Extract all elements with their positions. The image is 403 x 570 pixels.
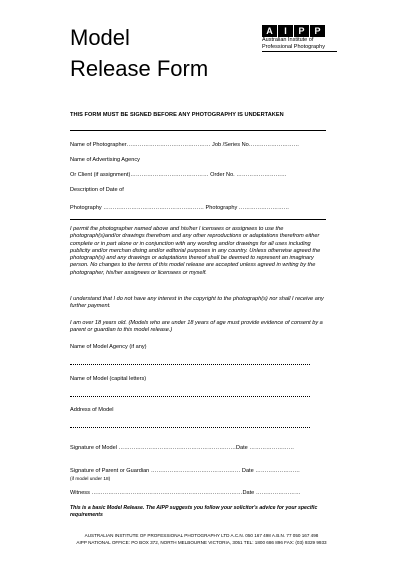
- model-agency-input[interactable]: [70, 364, 310, 365]
- logo-letter: P: [310, 25, 325, 37]
- witness-field[interactable]: Witness ………………………………………………………………………Date ……………………: [70, 490, 301, 496]
- logo-text-line1: Australian Institute of: [262, 37, 314, 43]
- under-18-note: (if model under 18): [70, 477, 111, 482]
- logo-letter: I: [278, 25, 293, 37]
- model-name-label: Name of Model (capital letters): [70, 376, 147, 382]
- age-paragraph: I am over 18 years old. (Models who are under 18 years of age must provide evidence of consent by a parent or guardian to this model release.): [70, 320, 323, 334]
- signature-parent-field[interactable]: Signature of Parent or Guardian ………………………………………… Date ……………………: [70, 468, 301, 474]
- client-field[interactable]: Or Client (if assignment)…………………………………… Order No. ………………………: [70, 172, 287, 178]
- aipp-logo: [262, 25, 337, 52]
- photographer-field[interactable]: Name of Photographer……………………………………… Job /Series No………………………: [70, 142, 300, 148]
- photography-field[interactable]: Photography ……………………………………………… Photography ………………………: [70, 205, 290, 211]
- logo-letter: P: [294, 25, 309, 37]
- logo-letter: A: [262, 25, 277, 37]
- address-input[interactable]: [70, 427, 310, 428]
- model-name-input[interactable]: [70, 396, 310, 397]
- address-label: Address of Model: [70, 407, 114, 413]
- address-line-2: AIPP NATIONAL OFFICE: PO BOX 372, NORTH MELBOURNE VICTORIA, 3051 TEL: 1800 686 896 FAX: (03) 9329 9933: [76, 540, 327, 545]
- signature-model-field[interactable]: Signature of Model ………………………………………………………Date ……………………: [70, 445, 295, 451]
- model-agency-label: Name of Model Agency (if any): [70, 344, 147, 350]
- page-title: Model: [70, 25, 130, 50]
- description-field[interactable]: Description of Date of: [70, 187, 124, 193]
- permission-paragraph: I permit the photographer named above and his/her l icensees or assignees to use the photograph(s)and/or drawings therefrom and any other reproductions or adaptations therefrom either complete or in part alone or in conjunction with any wording and/or drawings for all uses including publicity and/or merchan dising and/or editorial purposes in any country. Unless otherwise agreed the photograph(s) and any drawings or adaptations thereof shall be deemed to represent an imaginary person. No changes to the terms of this model release are accepted unless agreed in writing by the photographer, his/her assignees or licensees or myself.: [70, 226, 321, 276]
- heading-rule: [70, 130, 326, 131]
- logo-text-line2: Professional Photography: [262, 43, 325, 50]
- page-subtitle: Release Form: [70, 56, 209, 81]
- form-heading: THIS FORM MUST BE SIGNED BEFORE ANY PHOTOGRAPHY IS UNDERTAKEN: [70, 112, 284, 118]
- agency-field[interactable]: Name of Advertising Agency: [70, 157, 140, 163]
- footer-note: This is a basic Model Release. The AIPP suggests you follow your solicitor's advice for your specific requirements: [70, 505, 318, 518]
- section-rule: [70, 219, 326, 220]
- logo-underline: [262, 51, 337, 52]
- address-line-1: AUSTRALIAN INSTITUTE OF PROFESSIONAL PHOTOGRAPHY LTD A.C.N. 050 167 498 A.B.N. 77 050 167 498: [84, 533, 319, 538]
- copyright-paragraph: I understand that I do not have any interest in the copyright to the photograph(s) nor shall I receive any further payment.: [70, 296, 324, 310]
